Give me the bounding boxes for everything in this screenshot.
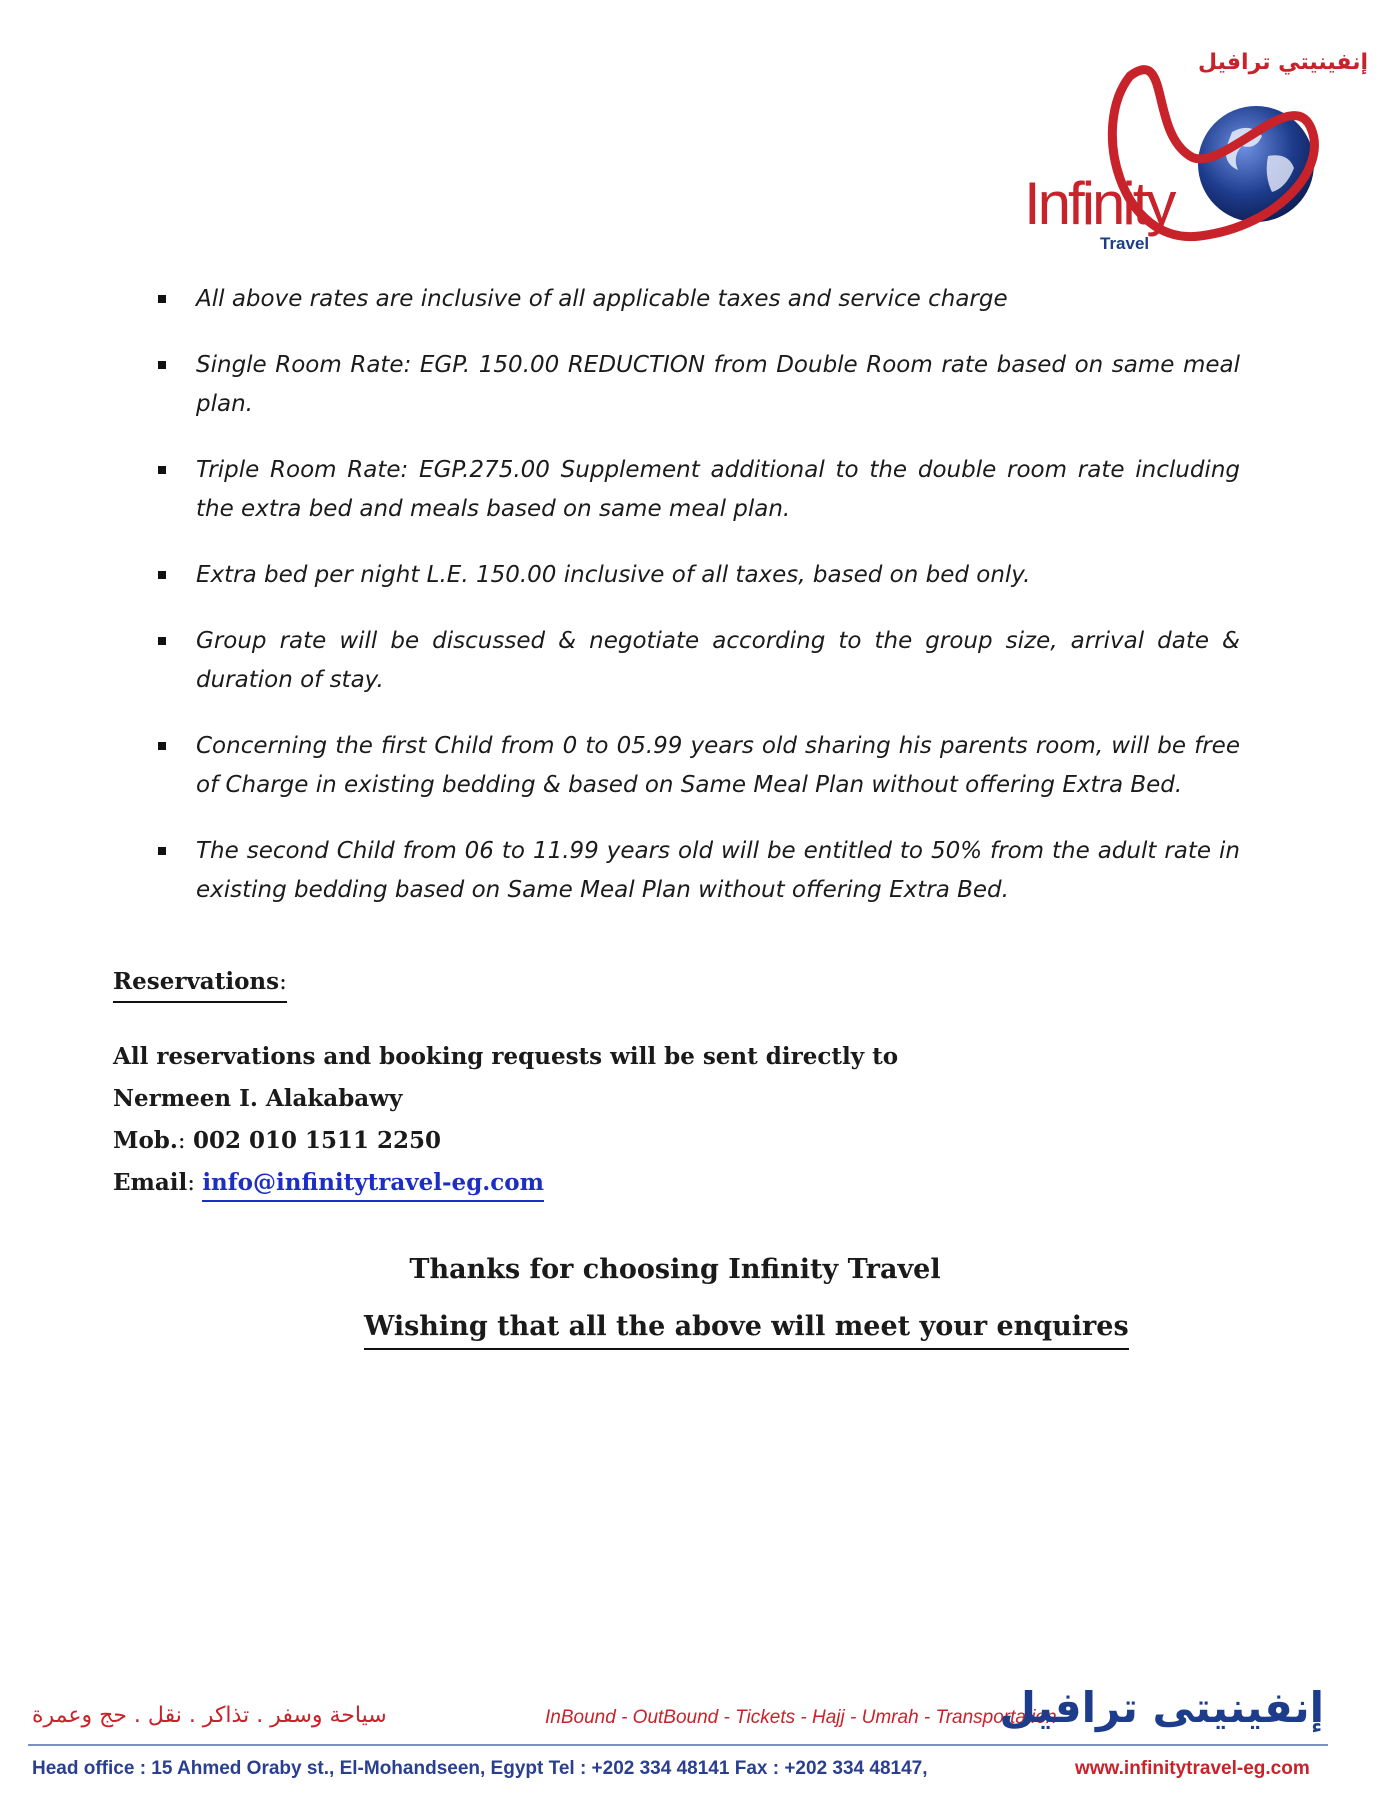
terms-list xyxy=(150,280,1240,937)
reservations-intro: All reservations and booking requests will be sent directly to xyxy=(113,1043,899,1070)
wishing-message: Wishing that all the above will meet your enquires xyxy=(364,1311,1129,1350)
bullet-icon xyxy=(158,742,166,750)
mobile-label: Mob. xyxy=(113,1127,178,1154)
list-item xyxy=(150,622,1240,700)
bullet-icon xyxy=(158,571,166,579)
mobile-line xyxy=(113,1127,441,1154)
footer-arabic-services: سياحة وسفر . تذاكر . نقل . حج وعمرة xyxy=(32,1703,387,1728)
globe-icon xyxy=(1198,106,1314,222)
footer-banner xyxy=(28,1683,1328,1738)
footer-arabic-brand: إنفينيتى ترافيل xyxy=(999,1683,1324,1732)
email-label: Email xyxy=(113,1169,188,1196)
term-text: Single Room Rate: EGP. 150.00 REDUCTION from Double Room rate based on same meal plan. xyxy=(196,352,1240,417)
logo-wordmark: Infinity xyxy=(1024,170,1174,237)
list-item xyxy=(150,832,1240,910)
logo-arabic-text: إنفينيتي ترافيل xyxy=(1198,50,1368,75)
bullet-icon xyxy=(158,847,166,855)
mobile-number: 002 010 1511 2250 xyxy=(192,1127,442,1154)
list-item xyxy=(150,556,1240,595)
bullet-icon xyxy=(158,466,166,474)
reservations-heading-text: Reservations xyxy=(113,968,280,995)
reservations-heading xyxy=(113,968,287,1003)
bullet-icon xyxy=(158,361,166,369)
logo-sub-wordmark: Travel xyxy=(1100,234,1150,253)
email-line xyxy=(113,1169,544,1196)
term-text: Extra bed per night L.E. 150.00 inclusive of all taxes, based on bed only. xyxy=(196,562,1031,588)
term-text: The second Child from 06 to 11.99 years old will be entitled to 50% from the adult rate in existing bedding based on Same Meal Plan without offering Extra Bed. xyxy=(196,838,1240,903)
bullet-icon xyxy=(158,637,166,645)
term-text: All above rates are inclusive of all applicable taxes and service charge xyxy=(196,286,1008,312)
footer-english-services: InBound - OutBound - Tickets - Hajj - Umrah - Transportation xyxy=(545,1707,1057,1728)
term-text: Concerning the first Child from 0 to 05.99 years old sharing his parents room, will be free of Charge in existing bedding & based on Same Meal Plan without offering Extra Bed. xyxy=(196,733,1240,798)
footer-divider xyxy=(28,1744,1328,1746)
list-item xyxy=(150,280,1240,319)
thanks-message: Thanks for choosing Infinity Travel xyxy=(409,1254,941,1285)
list-item xyxy=(150,727,1240,805)
company-logo xyxy=(1010,36,1380,266)
footer-address: Head office : 15 Ahmed Oraby st., El-Mohandseen, Egypt Tel : +202 334 48141 Fax : +202 334 48147, xyxy=(32,1758,928,1779)
heading-colon: : xyxy=(279,969,287,995)
label-colon: : xyxy=(177,1128,193,1154)
email-link[interactable]: info@infinitytravel-eg.com xyxy=(202,1169,544,1202)
label-colon: : xyxy=(187,1170,203,1196)
footer-website-link[interactable]: www.infinitytravel-eg.com xyxy=(1075,1758,1310,1779)
term-text: Triple Room Rate: EGP.275.00 Supplement additional to the double room rate including the extra bed and meals based on same meal plan. xyxy=(196,457,1240,522)
bullet-icon xyxy=(158,295,166,303)
term-text: Group rate will be discussed & negotiate according to the group size, arrival date & duration of stay. xyxy=(196,628,1240,693)
contact-name: Nermeen I. Alakabawy xyxy=(113,1085,403,1112)
list-item xyxy=(150,451,1240,529)
list-item xyxy=(150,346,1240,424)
